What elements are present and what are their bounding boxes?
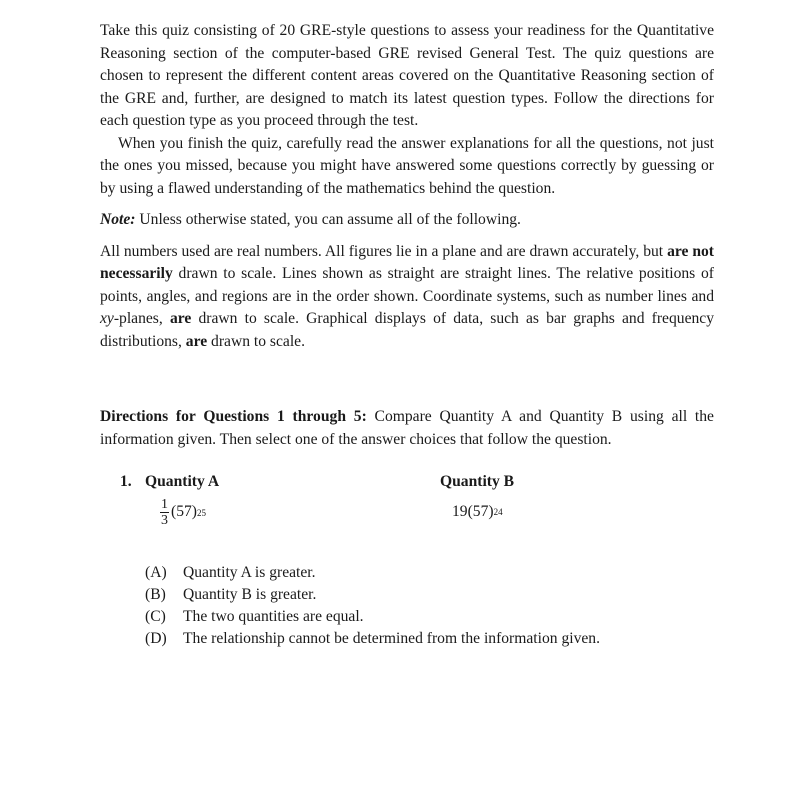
choice-letter: (B) [145, 586, 166, 603]
fraction-numerator: 1 [161, 497, 168, 512]
choice-text: Quantity A is greater. [183, 564, 316, 581]
answer-choice-d[interactable] [145, 628, 600, 650]
intro-paragraph-1: Take this quiz consisting of 20 GRE-style questions to assess your readiness for the Quantitative Reasoning section of the computer-based GRE revised General Test. The quiz questions are chosen to represent the different content areas covered on the Quantitative Reasoning section of the GRE and, further, are designed to match its latest question types. Follow the directions for each question type as you proceed through the test. [100, 22, 714, 129]
quiz-page [100, 20, 715, 647]
fraction-denominator: 3 [161, 513, 168, 528]
assumptions-text-5: drawn to scale. [207, 332, 305, 350]
answer-choice-c[interactable] [145, 606, 600, 628]
choice-text: Quantity B is greater. [183, 586, 317, 603]
quantity-a-expression: $\frac{1}{3}$ (57) 25 [161, 497, 206, 528]
note-line [100, 209, 714, 232]
note-label: Note: [100, 211, 136, 228]
assumptions-text-1: All numbers used are real numbers. All figures lie in a plane and are drawn accurately, but [100, 242, 668, 260]
quantity-a-label: Quantity A [145, 473, 220, 490]
answer-choice-b[interactable] [145, 584, 600, 606]
choice-text: The two quantities are equal. [183, 608, 364, 625]
choice-letter: (A) [145, 564, 167, 581]
answer-choice-a[interactable] [145, 562, 600, 584]
quantity-b-expression: 19 (57) 24 [452, 501, 503, 524]
assumptions-text-2: drawn to scale. Lines shown as straight are straight lines. The relative positions of points, angles, and regions are in the order shown. Coordinate systems, such as number lines and [100, 265, 714, 305]
intro-paragraph-2: When you finish the quiz, carefully read the answer explanations for all the questions, not just the ones you missed, because you might have answered some questions correctly by guessing or by using a flawed understanding of the mathematics behind the question. [100, 134, 714, 197]
assumptions-paragraph [100, 241, 714, 354]
directions-label: Directions for Questions 1 through 5: [100, 408, 367, 425]
fraction [160, 497, 169, 528]
choice-text: The relationship cannot be determined from the information given. [183, 630, 601, 647]
directions-paragraph [100, 406, 714, 451]
note-text: Unless otherwise stated, you can assume all of the following. [135, 211, 521, 228]
quantity-b-label: Quantity B [440, 473, 515, 490]
question-number: 1. [120, 473, 132, 490]
choice-letter: (D) [145, 630, 167, 647]
assumptions-emphasis-3: are [185, 332, 208, 350]
question-1 [100, 471, 714, 647]
quantity-a-base: (57) [171, 503, 197, 521]
assumptions-xy: xy [100, 310, 114, 327]
directions-text: Compare Quantity A and Quantity B using all the information given. Then select one of the answer choices that follow the question. [100, 408, 714, 448]
choice-letter: (C) [145, 608, 166, 625]
assumptions-text-3: -planes, [113, 310, 170, 327]
assumptions-emphasis-1: are not necessarily [100, 242, 715, 282]
quantity-b-base: (57) [467, 503, 494, 520]
answer-choices [145, 562, 600, 650]
assumptions-emphasis-2: are [169, 310, 192, 327]
assumptions-text-4: drawn to scale. Graphical displays of data, such as bar graphs and frequency distributions, [100, 310, 715, 350]
quantity-b-coefficient: 19 [452, 503, 468, 520]
